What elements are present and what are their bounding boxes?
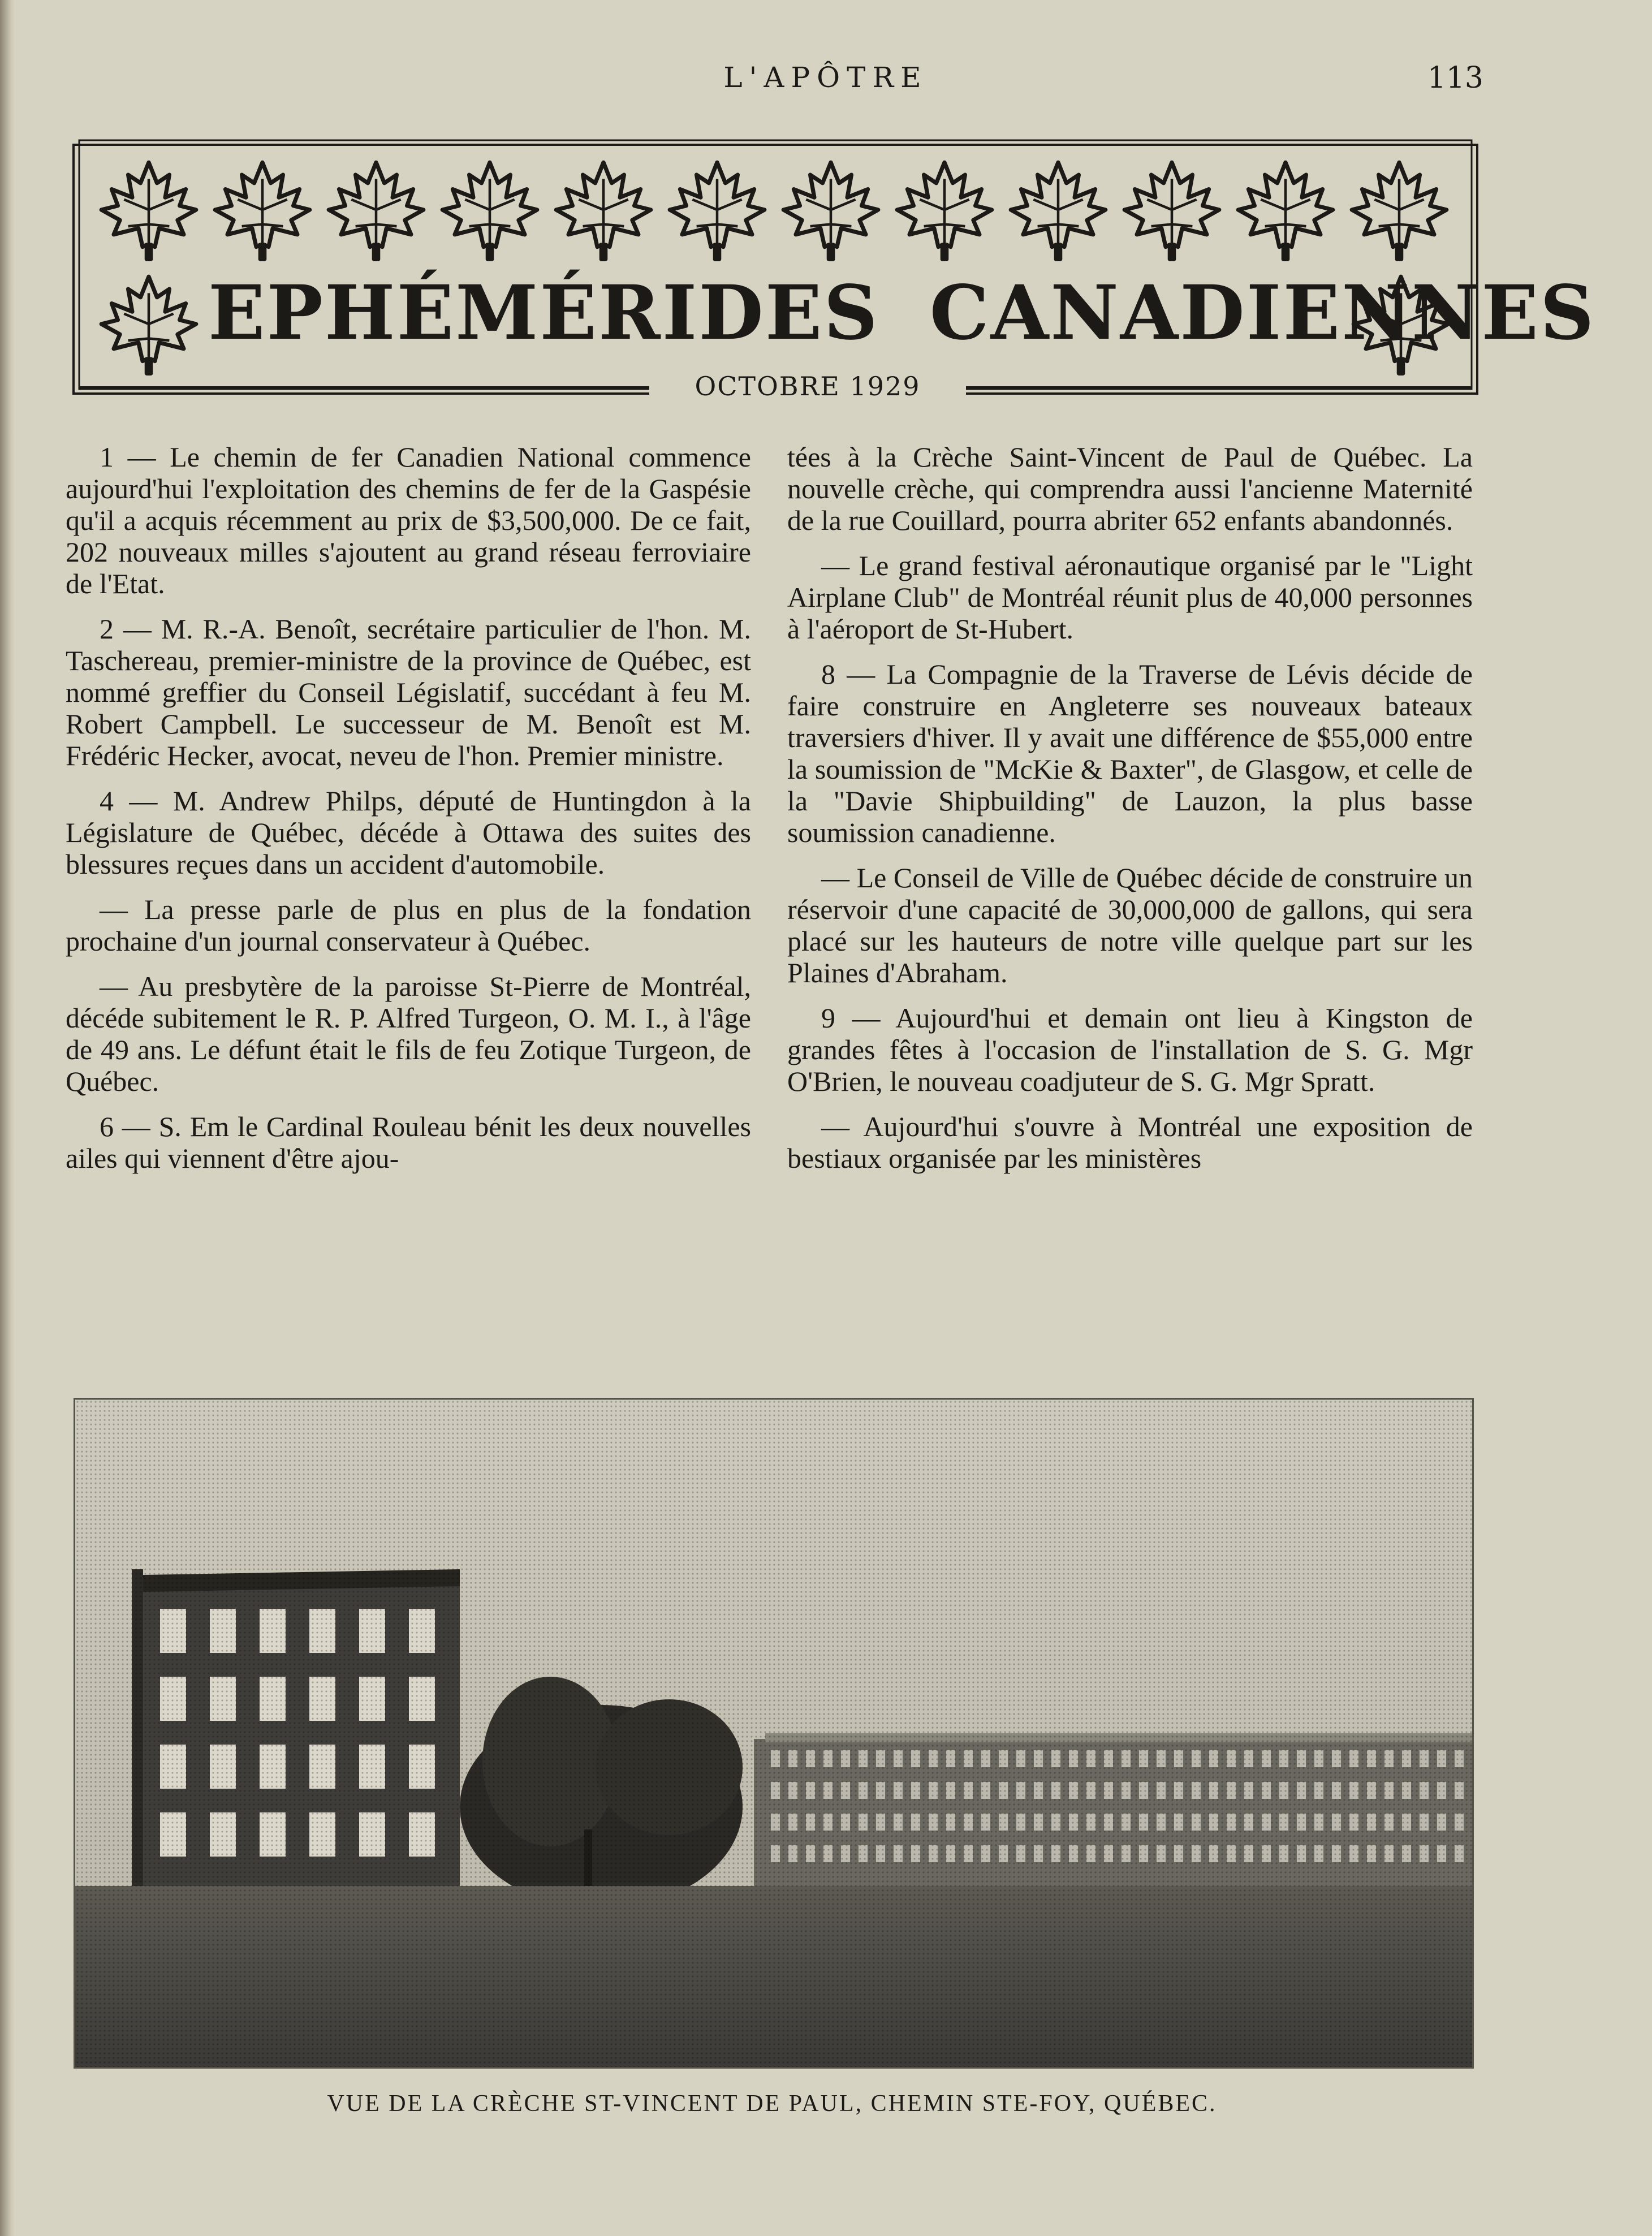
maple-leaf-icon [97,273,200,375]
maple-leaf-icon [552,158,655,261]
left-column [66,441,751,1369]
maple-leaf-icon [97,158,200,261]
entry-paragraph: 1 — Le chemin de fer Canadien National commence aujourd'hui l'exploitation des chemins de fer de la Gaspésie qu'il a acquis récemment au prix de $3,500,000. De ce fait, 202 nouveaux milles s'ajoutent au grand réseau ferroviaire de l'Etat. [66,441,751,599]
entry-paragraph: — Aujourd'hui s'ouvre à Montréal une exposition de bestiaux organisée par les ministères [787,1111,1473,1174]
running-head [0,61,1652,101]
maple-leaf-icon [1234,158,1337,261]
journal-name: L'APÔTRE [723,61,928,94]
entry-paragraph: 8 — La Compagnie de la Traverse de Lévis décide de faire construire en Angleterre ses nouveaux bateaux traversiers d'hiver. Il y avait une différence de $55,000 entre la soumission de "McKie & Baxter", de Glasgow, et celle de la "Davie Shipbuilding" de Lauzon, la plus basse soumission canadienne. [787,658,1473,848]
entry-paragraph: — Le grand festival aéronautique organisé par le "Light Airplane Club" de Montréal réunit plus de 40,000 personnes à l'aéroport de St-Hubert. [787,550,1473,645]
maple-leaf-icon [893,158,996,261]
maple-leaf-icon [438,158,541,261]
maple-leaf-icon [666,158,769,261]
ephemerides-banner [72,139,1596,402]
maple-leaf-icon [1007,158,1110,261]
issue-date: OCTOBRE 1929 [649,371,966,402]
photo-caption: VUE DE LA CRÈCHE ST-VINCENT DE PAUL, CHEMIN STE-FOY, QUÉBEC. [327,2091,1217,2117]
maple-leaf-icon [325,158,428,261]
creche-photograph [74,1398,1474,2069]
maple-leaf-icon [1348,158,1451,261]
banner-title: EPHÉMÉRIDES CANADIENNES [208,269,1596,357]
entry-paragraph: — Le Conseil de Ville de Québec décide de construire un réservoir d'une capacité de 30,000,000 de gallons, qui sera placé sur les hauteurs de notre ville quelque part sur les Plaines d'Abraham. [787,862,1473,988]
entry-paragraph: 4 — M. Andrew Philps, député de Huntingdon à la Législature de Québec, décéde à Ottawa des suites des blessures reçues dans un accident d'automobile. [66,785,751,880]
maple-leaf-icon [211,158,314,261]
maple-leaf-icon [1120,158,1223,261]
maple-leaf-icon [779,158,882,261]
entry-paragraph: — Au presbytère de la paroisse St-Pierre de Montréal, décéde subitement le R. P. Alfred Turgeon, O. M. I., à l'âge de 49 ans. Le défunt était le fils de feu Zotique Turgeon, de Québec. [66,970,751,1097]
entry-paragraph: 2 — M. R.-A. Benoît, secrétaire particulier de l'hon. M. Taschereau, premier-ministre de la province de Québec, est nommé greffier du Conseil Législatif, succédant à feu M. Robert Campbell. Le successeur de M. Benoît est M. Frédéric Hecker, avocat, neveu de l'hon. Premier ministre. [66,613,751,771]
entry-paragraph: — La presse parle de plus en plus de la fondation prochaine d'un journal conservateur à Québec. [66,893,751,957]
entry-paragraph: 9 — Aujourd'hui et demain ont lieu à Kingston de grandes fêtes à l'occasion de l'installation de S. G. Mgr O'Brien, le nouveau coadjuteur de S. G. Mgr Spratt. [787,1002,1473,1097]
page-spine-shadow [0,0,15,2236]
continued-paragraph: tées à la Crèche Saint-Vincent de Paul de Québec. La nouvelle crèche, qui comprendra aussi l'ancienne Maternité de la rue Couillard, pourra abriter 652 enfants abandonnés. [787,441,1473,536]
right-column [787,441,1473,1369]
page-number: 113 [1427,61,1483,95]
entry-paragraph: 6 — S. Em le Cardinal Rouleau bénit les deux nouvelles ailes qui viennent d'être ajou- [66,1111,751,1174]
